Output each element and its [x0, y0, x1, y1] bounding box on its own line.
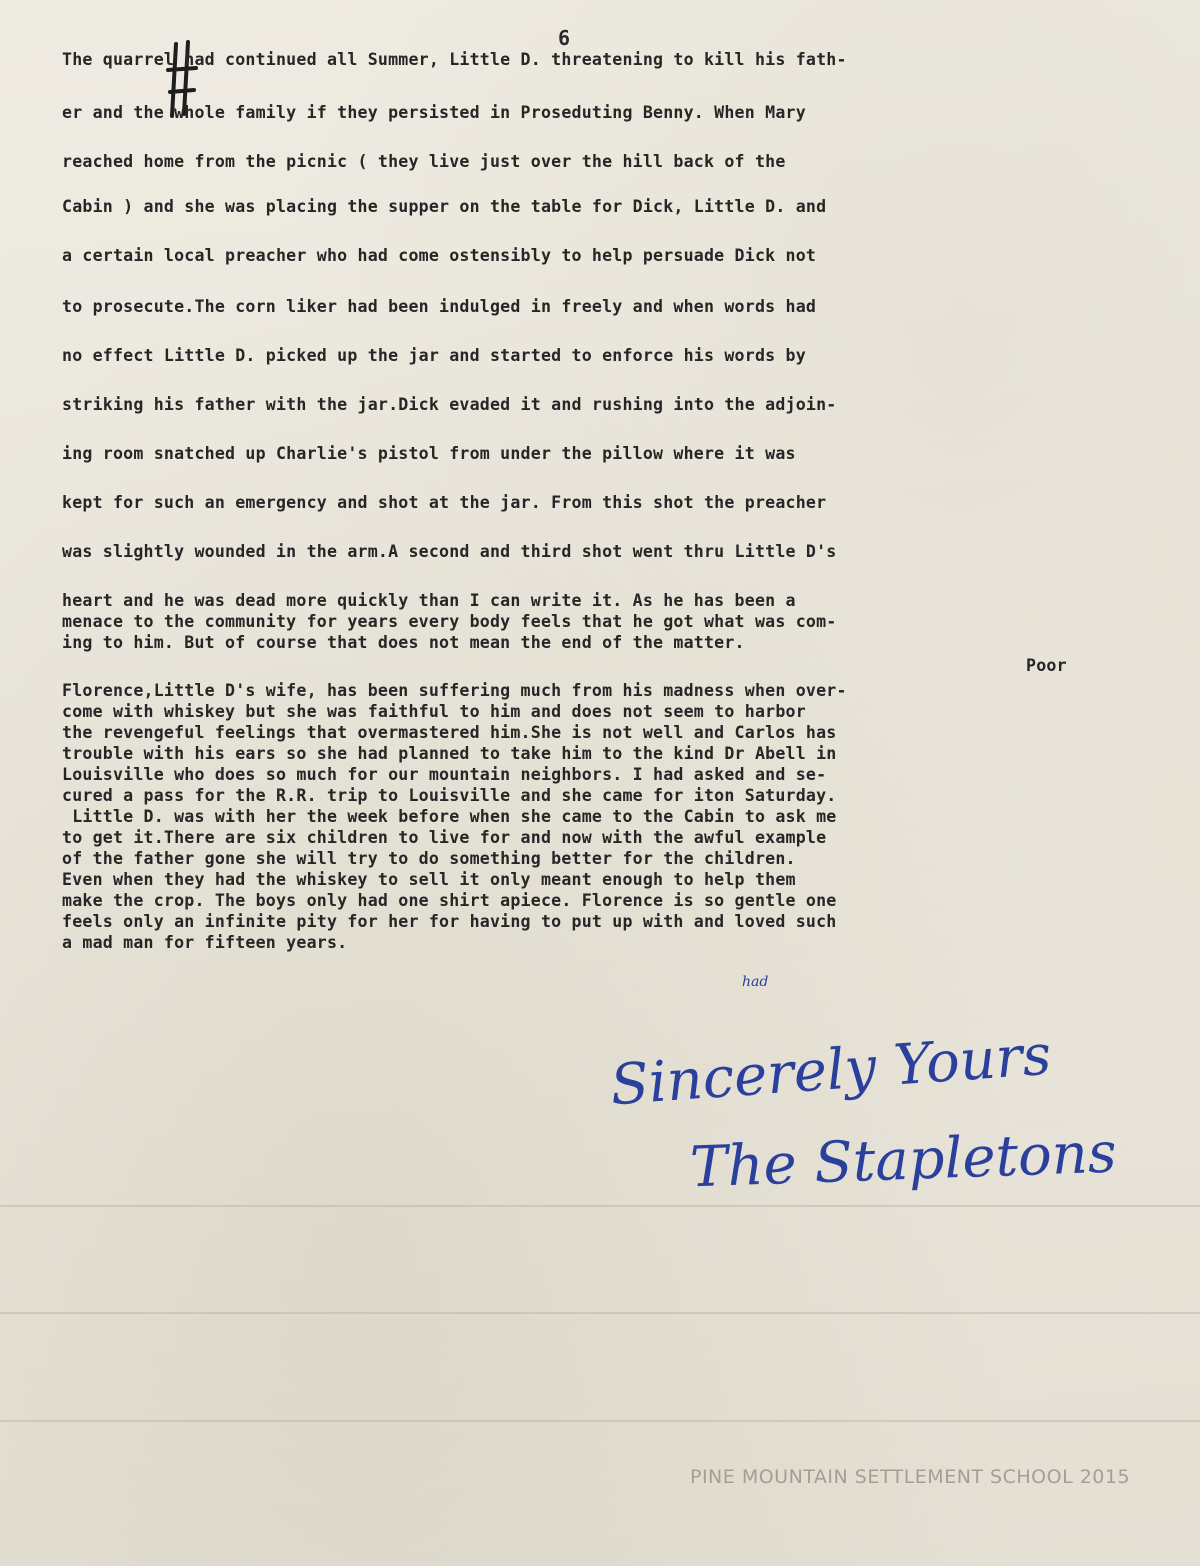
text-line: make the crop. The boys only had one shirt apiece. Florence is so gentle one — [62, 891, 837, 910]
handwritten-insertion: had — [742, 974, 769, 990]
text-line: a mad man for fifteen years. — [62, 933, 348, 952]
text-line: Even when they had the whiskey to sell it only meant enough to help them — [62, 870, 796, 889]
text-line: ing to him. But of course that does not mean the end of the matter. — [62, 633, 745, 652]
text-line: was slightly wounded in the arm.A second and third shot went thru Little D's — [62, 542, 837, 561]
paper-crease — [0, 1420, 1200, 1422]
text-line: The quarrel had continued all Summer, Little D. threatening to kill his fath- — [62, 50, 847, 69]
text-line: striking his father with the jar.Dick evaded it and rushing into the adjoin- — [62, 395, 837, 414]
signature-name: The Stapletons — [688, 1120, 1118, 1201]
text-line: no effect Little D. picked up the jar and started to enforce his words by — [62, 346, 806, 365]
text-line: a certain local preacher who had come ostensibly to help persuade Dick not — [62, 246, 817, 265]
page-number: 6 — [558, 26, 571, 50]
paper-crease — [0, 1205, 1200, 1207]
watermark: PINE MOUNTAIN SETTLEMENT SCHOOL 2015 — [690, 1466, 1131, 1488]
text-line: Florence,Little D's wife, has been suffering much from his madness when over- — [62, 681, 847, 700]
text-line: trouble with his ears so she had planned to take him to the kind Dr Abell in — [62, 744, 837, 763]
text-line-poor: Poor — [1026, 656, 1067, 675]
signature-closing: Sincerely Yours — [608, 1022, 1054, 1119]
text-line: to get it.There are six children to live for and now with the awful example — [62, 828, 827, 847]
text-line: ing room snatched up Charlie's pistol from under the pillow where it was — [62, 444, 796, 463]
typed-body — [62, 0, 1162, 952]
text-line: the revengeful feelings that overmastered him.She is not well and Carlos has — [62, 723, 837, 742]
text-line: reached home from the picnic ( they live just over the hill back of the — [62, 152, 786, 171]
text-line: cured a pass for the R.R. trip to Louisville and she came for iton Saturday. — [62, 786, 837, 805]
text-line: Little D. was with her the week before when she came to the Cabin to ask me — [62, 807, 837, 826]
text-line: menace to the community for years every body feels that he got what was com- — [62, 612, 837, 631]
text-line: to prosecute.The corn liker had been indulged in freely and when words had — [62, 297, 817, 316]
text-line: feels only an infinite pity for her for having to put up with and loved such — [62, 912, 837, 931]
text-line: Cabin ) and she was placing the supper on the table for Dick, Little D. and — [62, 197, 827, 216]
paper-crease — [0, 1312, 1200, 1314]
text-line: come with whiskey but she was faithful to him and does not seem to harbor — [62, 702, 806, 721]
text-line: heart and he was dead more quickly than I can write it. As he has been a — [62, 591, 796, 610]
text-line: kept for such an emergency and shot at the jar. From this shot the preacher — [62, 493, 827, 512]
text-line: er and the whole family if they persisted in Proseduting Benny. When Mary — [62, 103, 806, 122]
text-line: Louisville who does so much for our mountain neighbors. I had asked and se- — [62, 765, 827, 784]
text-line: of the father gone she will try to do something better for the children. — [62, 849, 796, 868]
